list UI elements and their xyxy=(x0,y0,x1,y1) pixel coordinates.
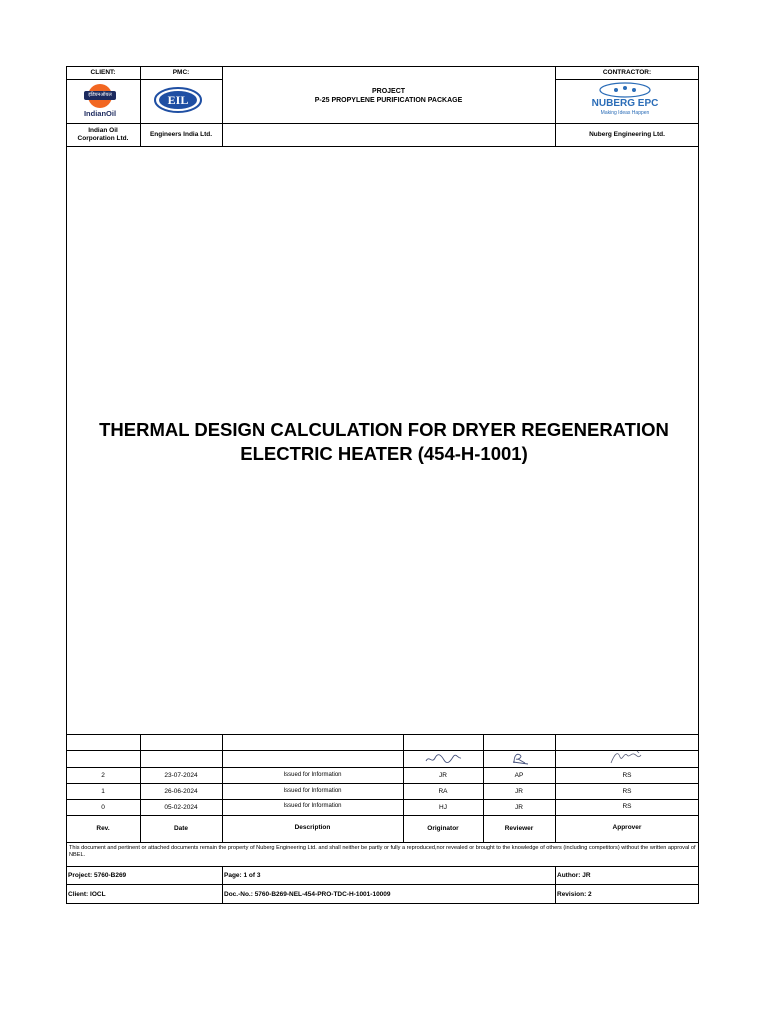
project-label: PROJECT xyxy=(371,88,406,95)
rev-number: 2 xyxy=(101,771,105,779)
rev-originator: JR xyxy=(439,771,447,779)
project-name: P-25 PROPYLENE PURIFICATION PACKAGE xyxy=(314,97,463,104)
rev-description: Issued for Information xyxy=(283,803,342,809)
footer-revision: Revision: 2 xyxy=(557,890,592,898)
rev-originator: RA xyxy=(438,787,448,795)
eil-text: EIL xyxy=(167,93,189,107)
rev-approver: RS xyxy=(622,802,632,810)
header-rev: Rev. xyxy=(96,825,110,832)
originator-signature xyxy=(423,752,463,766)
rev-description: Issued for Information xyxy=(283,772,342,778)
rev-description: Issued for Information xyxy=(283,788,342,794)
nuberg-logo xyxy=(580,82,670,120)
header-approver: Approver xyxy=(612,823,642,831)
header-date: Date xyxy=(173,825,189,832)
client-name-line2: Corporation Ltd. xyxy=(77,134,129,142)
rev-approver: RS xyxy=(622,787,632,795)
rev-date: 26-06-2024 xyxy=(164,787,198,795)
indianoil-hindi-text: इंडियनऑयल xyxy=(88,92,112,98)
rev-reviewer: AP xyxy=(514,771,524,779)
footer-client: Client: IOCL xyxy=(68,890,106,898)
approver-signature xyxy=(607,749,647,766)
rev-number: 1 xyxy=(101,787,105,795)
indianoil-logo xyxy=(76,81,130,121)
rev-reviewer: JR xyxy=(515,803,523,811)
contractor-label: CONTRACTOR: xyxy=(602,69,652,76)
eil-logo xyxy=(152,86,204,114)
rev-date: 23-07-2024 xyxy=(164,771,198,779)
pmc-label: PMC: xyxy=(172,69,190,76)
rev-number: 0 xyxy=(101,803,105,811)
client-name xyxy=(66,123,140,146)
contractor-name: Nuberg Engineering Ltd. xyxy=(589,131,665,138)
rev-reviewer: JR xyxy=(515,787,523,795)
header-reviewer: Reviewer xyxy=(504,825,534,832)
footer-author: Author: JR xyxy=(557,871,591,879)
client-name-line1: Indian Oil xyxy=(88,126,118,134)
footer-doc-number: Doc.-No.: 5760-B269-NEL-454-PRO-TDC-H-1001-10009 xyxy=(224,890,391,898)
rev-originator: HJ xyxy=(439,803,447,811)
rev-date: 05-02-2024 xyxy=(164,803,198,811)
nuberg-text: NUBERG EPC xyxy=(591,98,659,109)
footer-page: Page: 1 of 3 xyxy=(224,871,261,879)
header-description: Description xyxy=(294,823,331,831)
disclaimer-text: This document and pertinent or attached documents remain the property of Nuberg Engineering Ltd. and shall neither be partly or fully a reproduced,nor revealed or brought to the knowledge of others (including competitors) without the written approval of NBEL. xyxy=(69,845,696,858)
pmc-name: Engineers India Ltd. xyxy=(149,131,213,138)
document-title-line2: ELECTRIC HEATER (454-H-1001) xyxy=(240,443,528,464)
reviewer-signature xyxy=(508,751,534,766)
indianoil-text: IndianOil xyxy=(83,109,117,118)
nuberg-tagline: Making Ideas Happen xyxy=(600,110,650,116)
header-originator: Originator xyxy=(427,825,459,832)
footer-project: Project: 5760-B269 xyxy=(68,871,127,879)
client-label: CLIENT: xyxy=(90,69,116,76)
document-title xyxy=(68,418,700,466)
project-title xyxy=(222,84,555,108)
document-title-line1: THERMAL DESIGN CALCULATION FOR DRYER REGENERATION xyxy=(99,419,669,440)
rev-approver: RS xyxy=(622,771,632,779)
